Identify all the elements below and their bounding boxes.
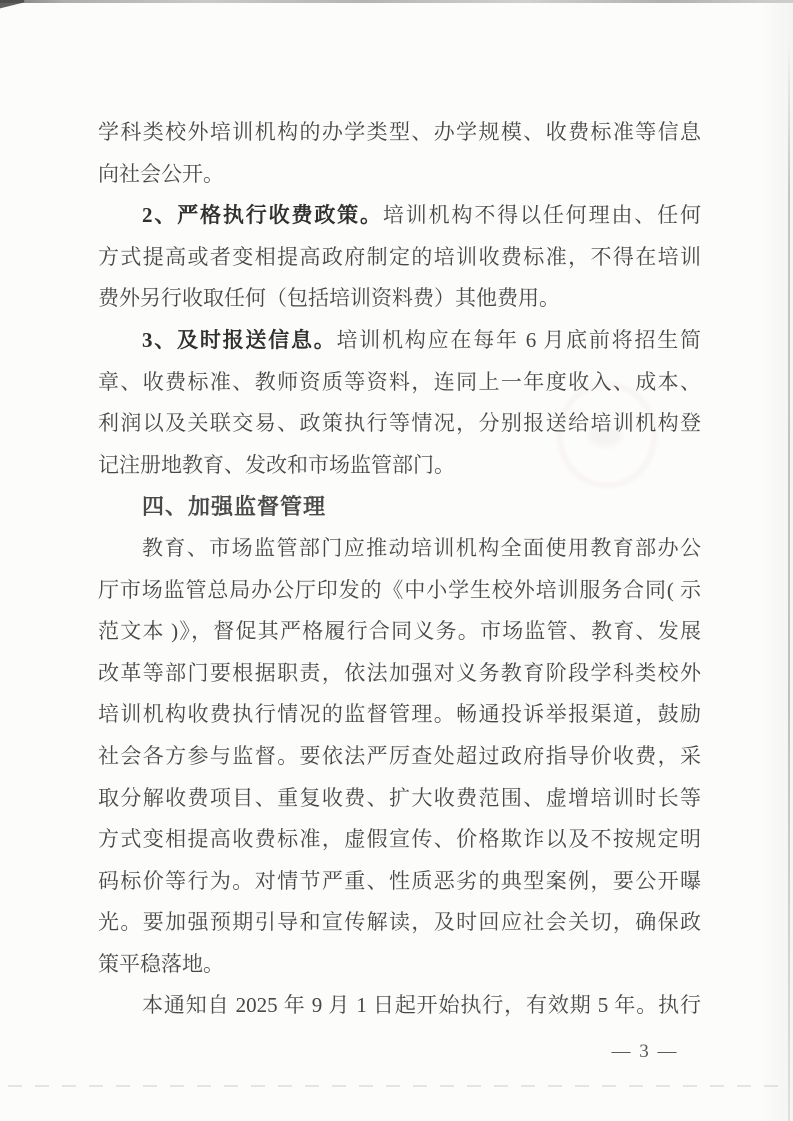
body-line: 方式变相提高收费标准，虚假宣传、价格欺诈以及不按规定明 [98, 827, 701, 852]
body-line: 光。要加强预期引导和宣传解读，及时回应社会关切，确保政 [98, 910, 701, 935]
body-line [98, 320, 701, 362]
body-text: 培训机构应在每年 6 月底前将招生简 [336, 327, 702, 352]
page-number: — 3 — [611, 1041, 679, 1062]
body-line: 教育、市场监管部门应推动培训机构全面使用教育部办公 [142, 535, 701, 560]
body-line [98, 195, 701, 237]
body-line: 厅市场监管总局办公厅印发的《中小学生校外培训服务合同( 示 [98, 577, 701, 602]
run-in-heading: 3、及时报送信息。 [142, 327, 337, 352]
body-line: 学科类校外培训机构的办学类型、办学规模、收费标准等信息 [98, 120, 701, 144]
run-in-heading: 2、严格执行收费政策。 [142, 203, 383, 228]
body-line: 培训机构收费执行情况的监督管理。畅通投诉举报渠道，鼓励 [98, 702, 701, 727]
body-line: 本通知自 2025 年 9 月 1 日起开始执行，有效期 5 年。执行 [142, 993, 701, 1018]
body-line: 社会各方参与监督。要依法严厉查处超过政府指导价收费，采 [98, 743, 701, 768]
body-line: 费外另行收取任何（包括培训资料费）其他费用。 [98, 286, 560, 311]
scan-corner-mark [0, 0, 25, 9]
scan-edge-top [0, 0, 793, 3]
body-line: 章、收费标准、教师资质等资料，连同上一年度收入、成本、 [98, 369, 701, 394]
scan-edge-bottom [8, 1085, 779, 1087]
body-line: 向社会公开。 [98, 161, 224, 186]
body-line: 码标价等行为。对情节严重、性质恶劣的典型案例，要公开曝 [98, 868, 701, 893]
body-text: 培训机构不得以任何理由、任何 [382, 203, 702, 228]
body-line: 记注册地教育、发改和市场监管部门。 [98, 452, 455, 477]
section-heading: 四、加强监督管理 [142, 494, 327, 520]
body-line: 利润以及关联交易、政策执行等情况，分别报送给培训机构登 [98, 411, 701, 436]
body-line: 范文本 )》，督促其严格履行合同义务。市场监管、教育、发展 [98, 619, 701, 644]
body-line: 改革等部门要根据职责，依法加强对义务教育阶段学科类校外 [98, 660, 701, 685]
body-line: 策平稳落地。 [98, 951, 224, 976]
body-line: 取分解收费项目、重复收费、扩大收费范围、虚增培训时长等 [98, 785, 701, 810]
body-line: 方式提高或者变相提高政府制定的培训收费标准，不得在培训 [98, 244, 701, 269]
document-body [98, 112, 701, 1027]
scan-edge-right [788, 40, 790, 1121]
